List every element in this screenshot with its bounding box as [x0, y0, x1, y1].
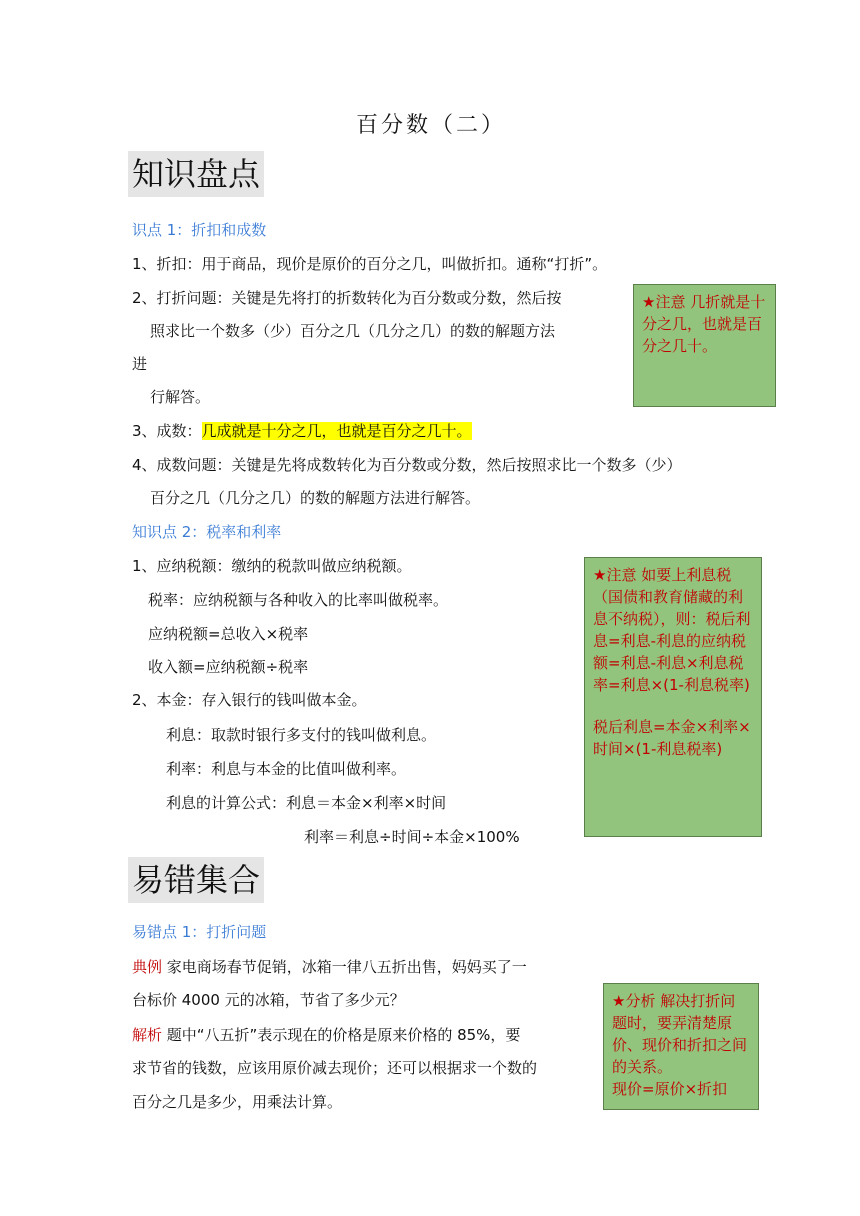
analysis-line-1 — [132, 1025, 520, 1045]
tax-line-3: 应纳税额=总收入×税率 — [148, 625, 309, 643]
note-box-analysis — [603, 983, 759, 1110]
example-line-1 — [132, 957, 527, 977]
note-discount-text: ★注意 几折就是十分之几，也就是百分之几十。 — [642, 293, 766, 355]
item-4-line-1: 4、成数问题：关键是先将成数转化为百分数或分数，然后按照求比一个数多（少） — [132, 456, 682, 474]
note-box-interest-tax — [584, 557, 762, 837]
mistake-point-1-title: 易错点 1：打折问题 — [132, 923, 267, 941]
interest-formula-1: 利息的计算公式：利息＝本金×利率×时间 — [166, 794, 447, 812]
analysis-line-2: 求节省的钱数，应该用原价减去现价；还可以根据求一个数的 — [132, 1059, 538, 1077]
interest-formula-2: 利率＝利息÷时间÷本金×100% — [304, 828, 520, 846]
item-3-prefix: 3、成数： — [132, 422, 202, 440]
note-analysis-formula: 现价=原价×折扣 — [612, 1080, 728, 1098]
item-2-line-2: 照求比一个数多（少）百分之几（几分之几）的数的解题方法 — [150, 322, 556, 340]
note-interest-tax-para-1: ★注意 如要上利息税（国债和教育储藏的利息不纳税），则：税后利息=利息-利息的应纳税额=利息-利息×利息税率=利息×(1-利息税率) — [593, 566, 751, 694]
item-2-line-1: 2、打折问题：关键是先将打的折数转化为百分数或分数，然后按 — [132, 289, 562, 307]
example-line-2: 台标价 4000 元的冰箱，节省了多少元？ — [132, 991, 405, 1009]
item-4-line-2: 百分之几（几分之几）的数的解题方法进行解答。 — [150, 489, 481, 507]
item-2-line-4: 行解答。 — [150, 388, 211, 406]
item-2-line-3: 进 — [132, 355, 148, 373]
example-label: 典例 — [132, 958, 163, 976]
note-box-discount — [633, 284, 776, 407]
tax-line-2: 税率：应纳税额与各种收入的比率叫做税率。 — [148, 591, 449, 609]
item-1-discount: 1、折扣：用于商品，现价是原价的百分之几，叫做折扣。通称“打折”。 — [132, 255, 608, 273]
analysis-label: 解析 — [132, 1026, 163, 1044]
interest-line-3: 利率：利息与本金的比值叫做利率。 — [166, 760, 407, 778]
knowledge-point-1-title: 识点 1：折扣和成数 — [132, 221, 267, 239]
note-interest-tax-para-2: 税后利息=本金×利率×时间×(1-利息税率) — [593, 718, 751, 758]
example-text-1: 家电商场春节促销，冰箱一律八五折出售，妈妈买了一 — [162, 958, 527, 976]
note-analysis-text: ★分析 解决打折问题时，要弄清楚原价、现价和折扣之间的关系。 — [612, 992, 748, 1076]
item-3-highlight: 几成就是十分之几，也就是百分之几十。 — [201, 422, 472, 440]
section-heading-knowledge: 知识盘点 — [128, 151, 264, 197]
section-heading-mistakes: 易错集合 — [128, 857, 264, 903]
knowledge-point-2-title: 知识点 2：税率和利率 — [132, 523, 282, 541]
tax-line-1: 1、应纳税额：缴纳的税款叫做应纳税额。 — [132, 557, 412, 575]
analysis-line-3: 百分之几是多少，用乘法计算。 — [132, 1093, 343, 1111]
interest-line-2: 利息：取款时银行多支付的钱叫做利息。 — [166, 726, 437, 744]
item-3-chengshu — [132, 421, 472, 441]
analysis-text-1: 题中“八五折”表示现在的价格是原来价格的 85%，要 — [162, 1026, 521, 1044]
tax-line-4: 收入额=应纳税额÷税率 — [148, 658, 309, 676]
page-title: 百分数（二） — [356, 113, 507, 138]
interest-line-1: 2、本金：存入银行的钱叫做本金。 — [132, 691, 367, 709]
